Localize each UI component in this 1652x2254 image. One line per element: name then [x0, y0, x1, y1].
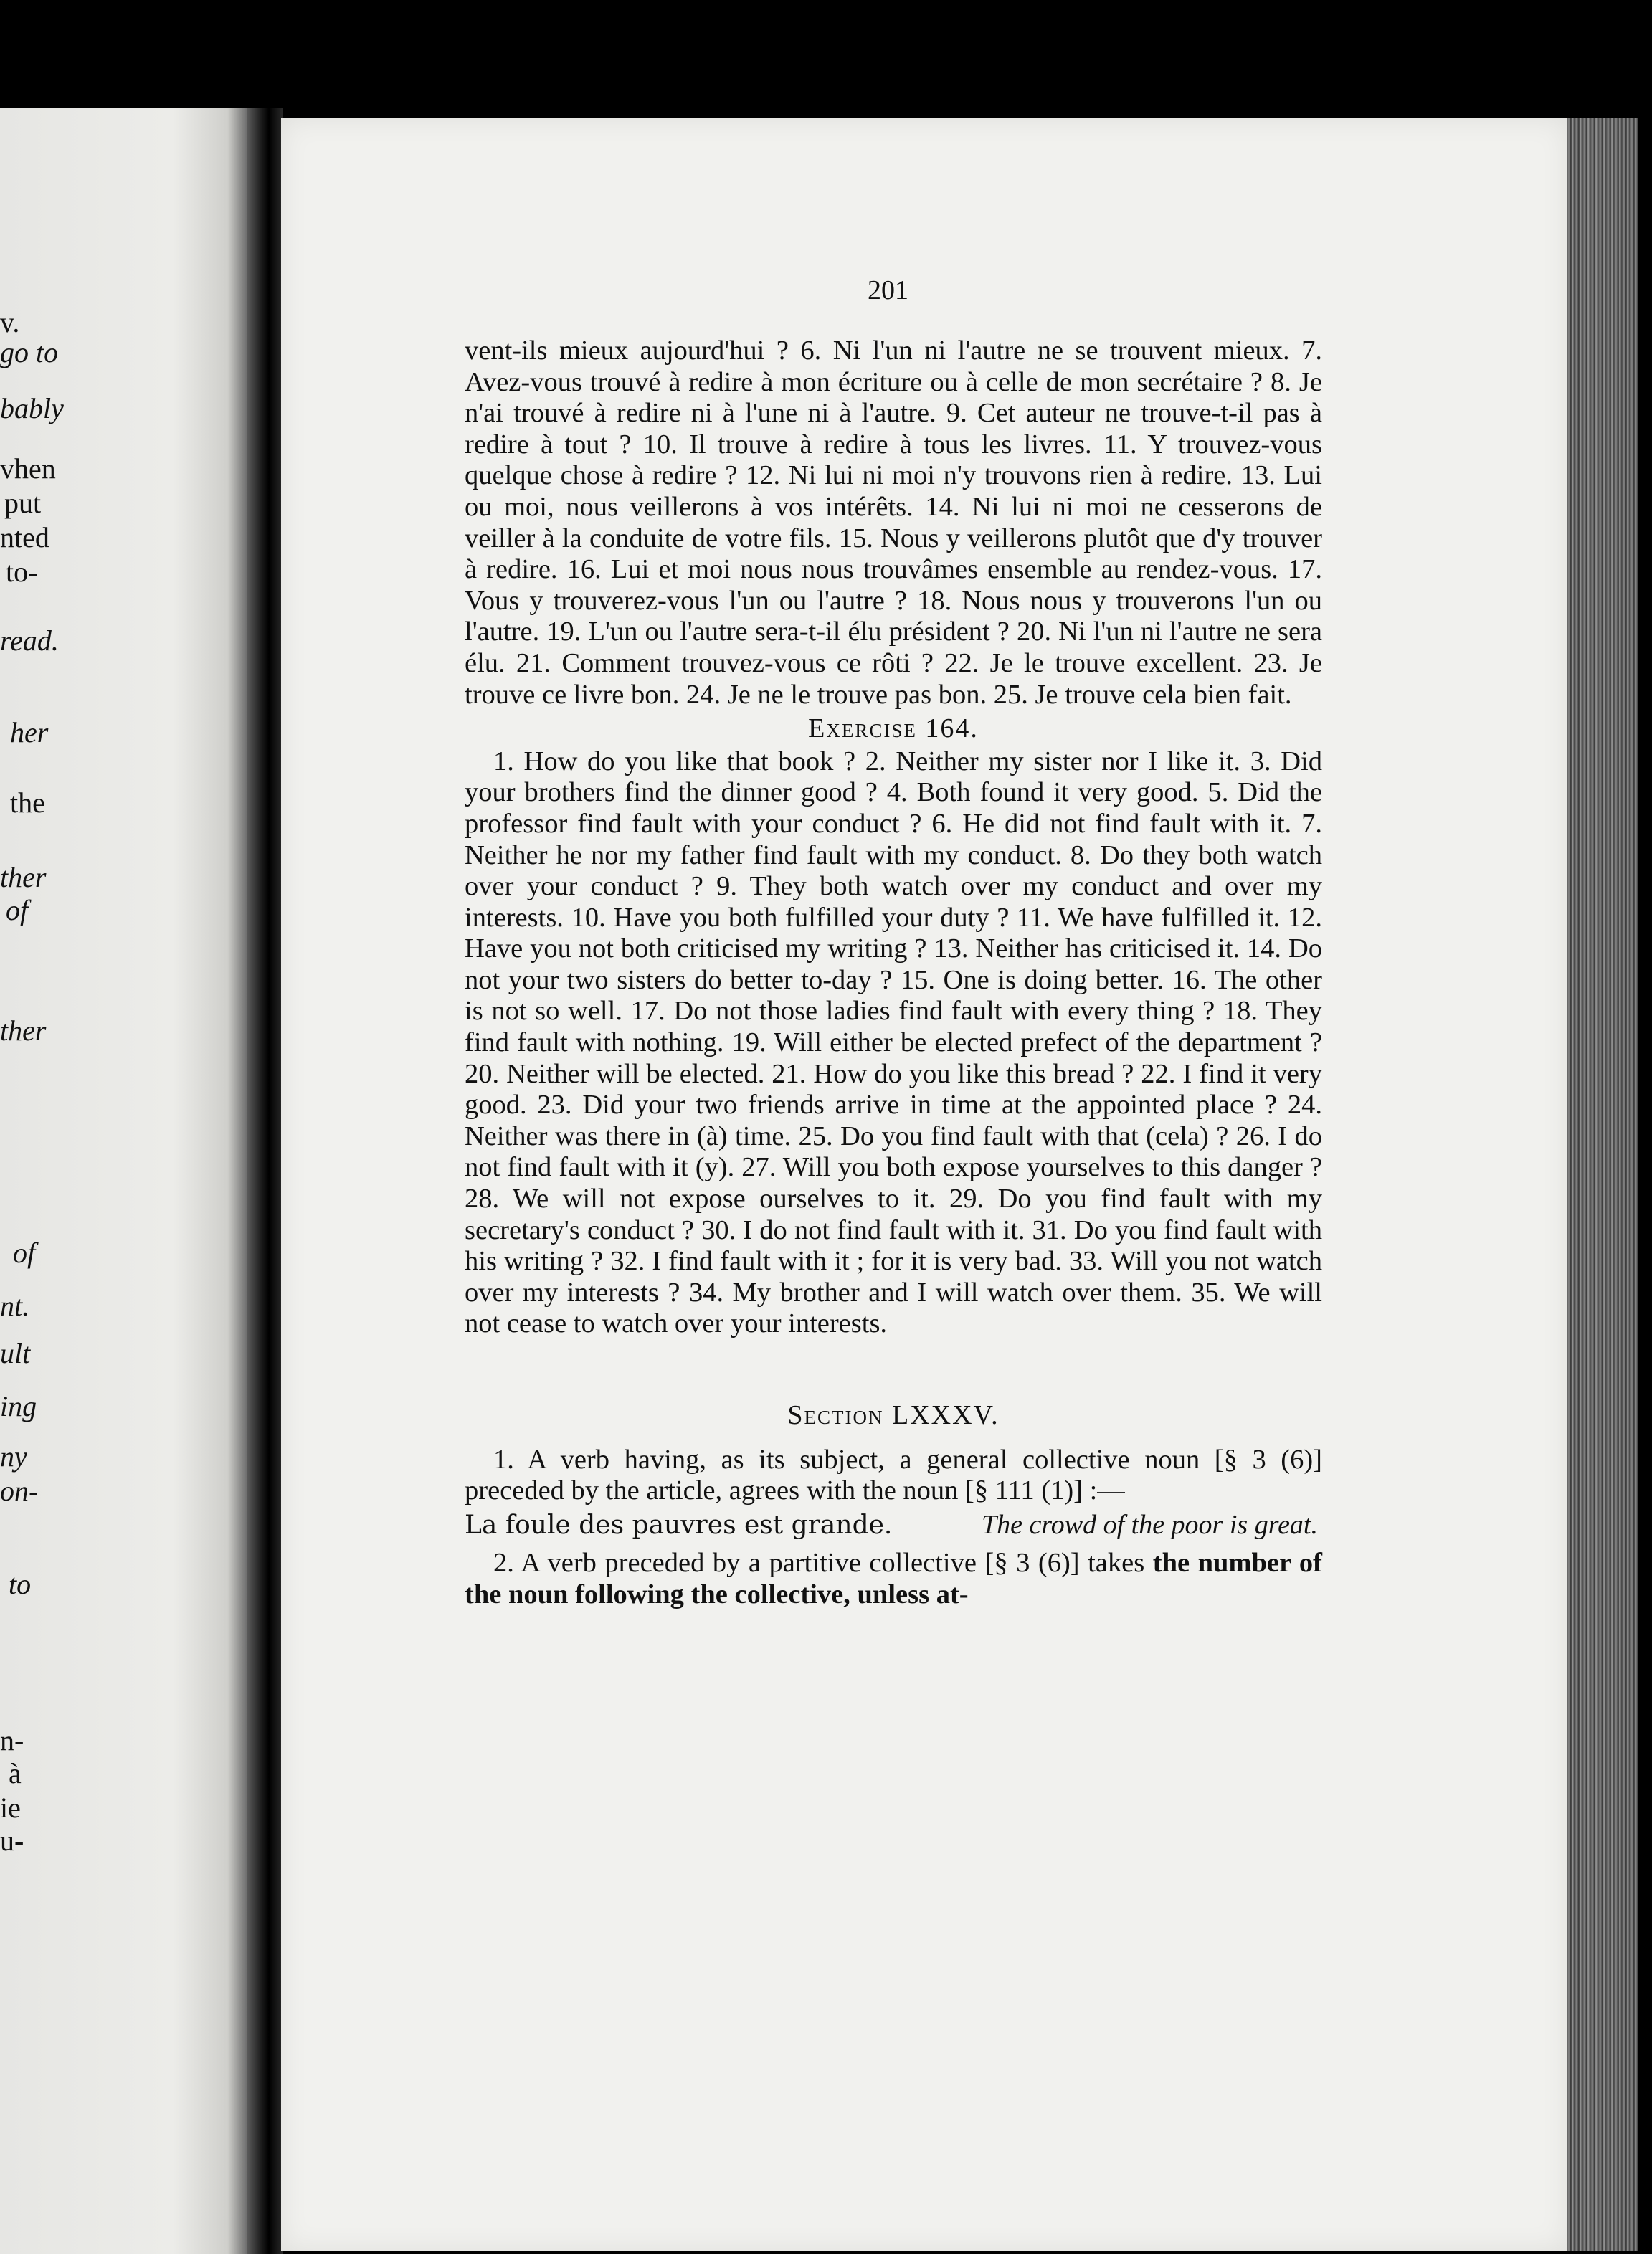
left-page-fragment: ther: [0, 861, 47, 893]
left-page-fragment: nted: [0, 521, 49, 553]
exercise-paragraph: 1. How do you like that book ? 2. Neither my sister nor I like it. 3. Did your brothers find the dinner good ? 4. Both found it very good. 5. Did the professor find fault with your conduct ? 6. He did not find fault with it. 7. Neither he nor my father find fault with my conduct. 8. Do they both watch over your conduct ? 9. They both watch over my conduct and over my interests. 10. Have you both fulfilled your duty ? 11. We have fulfilled it. 12. Have you not both criticised my writing ? 13. Neither has criticised it. 14. Do not your two sisters do better to-day ? 15. One is doing better. 16. The other is not so well. 17. Do not those ladies find fault with every thing ? 18. They find fault with nothing. 19. Will either be elected prefect of the department ? 20. Neither will be elected. 21. How do you like this bread ? 22. I find it very good. 23. Did your two friends arrive in time at the appointed place ? 24. Neither was there in (à) time. 25. Do you find fault with that (cela) ? 26. I do not find fault with it (y). 27. Will you both expose yourselves to this danger ? 28. We will not expose ourselves to it. 29. Do you find fault with my secretary's conduct ? 30. I do not find fault with it. 31. Do you find fault with his writing ? 32. I find fault with it ; for it is very bad. 33. Will you not watch over my interests ? 34. My brother and I will watch over them. 35. We will not cease to watch over your interests.: [465, 746, 1322, 1339]
exercise-heading: Exercise 164.: [808, 713, 979, 744]
left-page-fragment: put: [4, 487, 42, 519]
left-page-fragment: ther: [0, 1014, 47, 1047]
rule-2-bold-text: the number of the noun following the collective, unless at-: [465, 1548, 1322, 1609]
left-page-fragment: ie: [0, 1792, 21, 1824]
example-row: [465, 1510, 1322, 1541]
left-page-fragment: of: [13, 1237, 36, 1269]
page-number: 201: [868, 275, 908, 305]
left-page-fragment: vhen: [0, 452, 56, 485]
left-page-fragment: go to: [0, 336, 59, 368]
left-page-fragment: ny: [0, 1440, 27, 1473]
left-page-fragment: to-: [6, 556, 38, 588]
rule-1: 1. A verb having, as its subject, a general collective noun [§ 3 (6)] preceded by the article, agrees with the noun [§ 111 (1)] :—: [465, 1444, 1322, 1506]
left-page-fragment: v.: [0, 306, 20, 338]
left-page-fragment: ing: [0, 1390, 37, 1422]
rule-2-text: 2. A verb preceded by a partitive collective [§ 3 (6)] takes: [493, 1548, 1145, 1579]
left-page-fragment: to: [9, 1568, 32, 1600]
left-facing-page: [0, 108, 247, 2254]
example-french: La foule des pauvres est grande.: [465, 1510, 893, 1540]
left-page-fragment: ult: [0, 1337, 31, 1369]
book-gutter: [247, 108, 283, 2254]
page-edges: [1567, 118, 1638, 2251]
rule-2: [465, 1548, 1322, 1610]
left-page-fragment: nt.: [0, 1290, 30, 1322]
example-english: The crowd of the poor is great.: [981, 1509, 1318, 1540]
left-page-fragment: her: [10, 716, 49, 748]
left-page-fragment: n-: [0, 1724, 24, 1756]
left-page-fragment: u-: [0, 1825, 24, 1857]
left-page-fragment: read.: [0, 624, 59, 657]
page-text: [465, 336, 1322, 1611]
left-page-fragment: on-: [0, 1475, 39, 1507]
left-page-fragment: the: [10, 786, 45, 819]
left-page-fragment: of: [6, 894, 29, 926]
left-page-fragment: à: [9, 1757, 22, 1789]
section-heading: Section LXXXV.: [787, 1400, 1000, 1430]
left-page-fragment: bably: [0, 392, 64, 424]
continuation-paragraph: vent-ils mieux aujourd'hui ? 6. Ni l'un ni l'autre ne se trouvent mieux. 7. Avez-vous trouvé à redire à mon écriture ou à celle de mon secrétaire ? 8. Je n'ai trouvé à redire ni à l'une ni à l'autre. 9. Cet auteur ne trouve-t-il pas à redire à tout ? 10. Il trouve à redire à tous les livres. 11. Y trouvez-vous quelque chose à redire ? 12. Ni lui ni moi n'y trouvons rien à redire. 13. Lui ou moi, nous veillerons à vos intérêts. 14. Ni lui ni moi ne cesserons de veiller à la conduite de votre fils. 15. Nous y veillerons plutôt que d'y trouver à redire. 16. Lui et moi nous nous trouvâmes ensemble au rendez-vous. 17. Vous y trouverez-vous l'un ou l'autre ? 18. Nous nous y trouverons l'un ou l'autre. 19. L'un ou l'autre sera-t-il élu président ? 20. Ni l'un ni l'autre ne sera élu. 21. Comment trouvez-vous ce rôti ? 22. Je le trouve excellent. 23. Je trouve ce livre bon. 24. Je ne le trouve pas bon. 25. Je trouve cela bien fait.: [465, 336, 1322, 710]
